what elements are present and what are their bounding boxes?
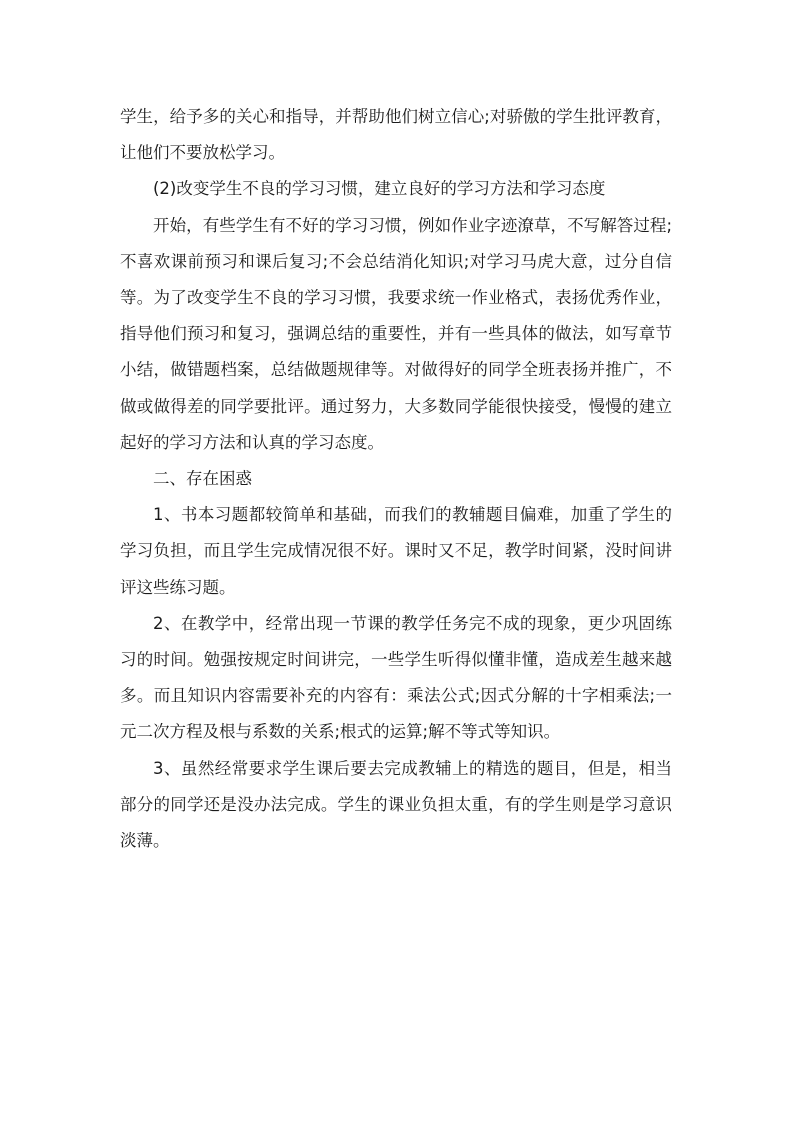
section-heading-confusions: 二、存在困惑 [153,469,252,489]
paragraph-habits-detail: 开始，有些学生有不好的学习习惯，例如作业字迹潦草，不写解答过程;不喜欢课前预习和课后复习;不会总结消化知识;对学习马虎大意，过分自信等。为了改变学生不良的学习习惯，我要求统一作业格式，表扬优秀作业，指导他们预习和复习，强调总结的重要性，并有一些具体的做法，如写章节小结，做错题档案，总结做题规律等。对做得好的同学全班表扬并推广，不做或做得差的同学要批评。通过努力，大多数同学能很快接受，慢慢的建立起好的学习方法和认真的学习态度。 [120,215,672,452]
paragraph-item-2: 2、在教学中，经常出现一节课的教学任务完不成的现象，更少巩固练习的时间。勉强按规定时间讲完，一些学生听得似懂非懂，造成差生越来越多。而且知识内容需要补充的内容有：乘法公式;因式分解的十字相乘法;一元二次方程及根与系数的关系;根式的运算;解不等式等知识。 [120,613,672,742]
paragraph-continuation: 学生，给予多的关心和指导，并帮助他们树立信心;对骄傲的学生批评教育，让他们不要放松学习。 [120,107,672,163]
paragraph-item-3: 3、虽然经常要求学生课后要去完成教辅上的精选的题目，但是，相当部分的同学还是没办法完成。学生的课业负担太重，有的学生则是学习意识淡薄。 [120,758,672,851]
paragraph-subheading-habits: (2)改变学生不良的学习习惯，建立良好的学习方法和学习态度 [153,179,606,199]
document-body [120,99,672,859]
paragraph-item-1: 1、书本习题都较简单和基础，而我们的教辅题目偏难，加重了学生的学习负担，而且学生完成情况很不好。课时又不足，教学时间紧，没时间讲评这些练习题。 [120,505,672,597]
